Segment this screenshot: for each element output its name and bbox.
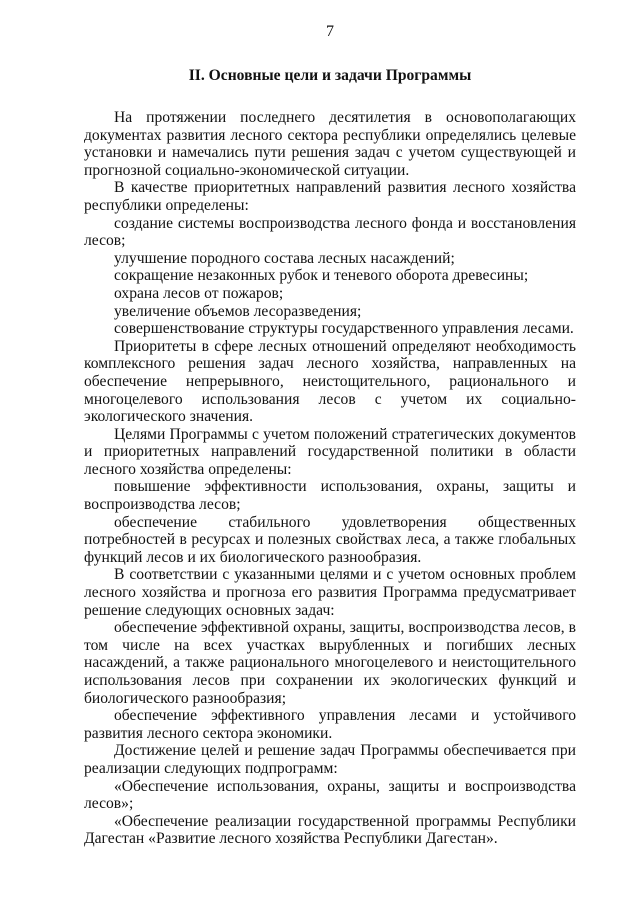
list-item-subprogram-2: «Обеспечение реализации государственной программы Республики Дагестан «Развитие лесного хозяйства Республики Дагестан». <box>84 812 576 848</box>
list-item-goal-needs: обеспечение стабильного удовлетворения общественных потребностей в ресурсах и полезных свойствах леса, а также глобальных функций лесов и их биологического разнообразия. <box>84 513 576 566</box>
list-item-subprogram-1: «Обеспечение использования, охраны, защиты и воспроизводства лесов»; <box>84 777 576 813</box>
list-item-management-structure: совершенствование структуры государственного управления лесами. <box>114 320 574 338</box>
paragraph-subprograms-intro: Достижение целей и решение задач Программы обеспечивается при реализации следующих подпрограмм: <box>84 742 576 777</box>
list-item-illegal-logging: сокращение незаконных рубок и теневого оборота древесины; <box>114 267 529 285</box>
paragraph-intro: На протяжении последнего десятилетия в основополагающих документах развития лесного сектора республики определялись целевые установки и намечались пути решения задач с учетом существующей и прогнозной социально-экономической ситуации. <box>84 109 576 179</box>
paragraph-priorities-intro: В качестве приоритетных направлений развития лесного хозяйства республики определены: <box>84 179 576 214</box>
list-item-reproduction: создание системы воспроизводства лесного фонда и восстановления лесов; <box>84 214 576 250</box>
list-item-task-protection: обеспечение эффективной охраны, защиты, воспроизводства лесов, в том числе на всех участках вырубленных и погибших лесных насаждений, а также рационального многоцелевого и неистощительного использования лесов при сохранении их экологических функций и биологического разнообразия; <box>84 619 576 707</box>
document-page <box>84 22 576 848</box>
paragraph-priorities: Приоритеты в сфере лесных отношений определяют необходимость комплексного решения задач лесного хозяйства, направленных на обеспечение непрерывного, неистощительного, рационального и многоцелевого использования лесов с учетом их социально-экологического значения. <box>84 337 576 426</box>
list-item-fire-protection: охрана лесов от пожаров; <box>114 284 284 302</box>
page-number: 7 <box>326 23 334 40</box>
list-item-task-management: обеспечение эффективного управления лесами и устойчивого развития лесного сектора экономики. <box>84 707 576 742</box>
list-item-afforestation: увеличение объемов лесоразведения; <box>114 302 362 320</box>
list-item-species-composition: улучшение породного состава лесных насаждений; <box>114 249 455 267</box>
section-title: II. Основные цели и задачи Программы <box>188 67 472 84</box>
paragraph-tasks-intro: В соответствии с указанными целями и с учетом основных проблем лесного хозяйства и прогноза его развития Программа предусматривает решение следующих основных задач: <box>84 566 576 619</box>
list-item-goal-efficiency: повышение эффективности использования, охраны, защиты и воспроизводства лесов; <box>84 478 576 514</box>
paragraph-goals-intro: Целями Программы с учетом положений стратегических документов и приоритетных направлений государственной политики в области лесного хозяйства определены: <box>84 425 576 478</box>
